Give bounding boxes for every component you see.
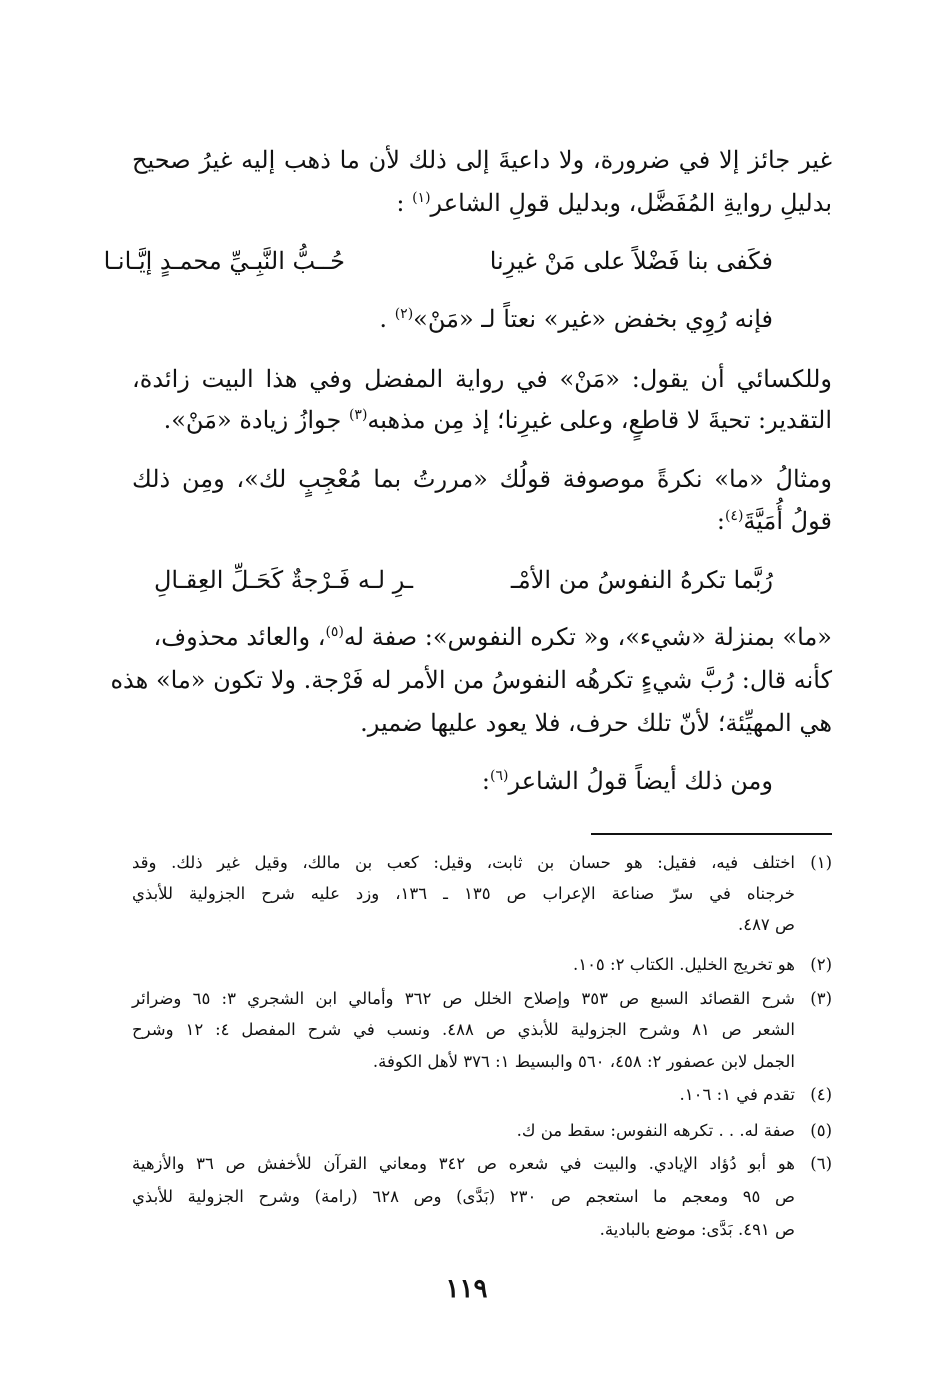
footnote-line: شرح القصائد السبع ص ٣٥٣ وإصلاح الخلل ص ٣٦٢ وأمالي ابن الشجري ٣: ٦٥ وضرائر [132, 989, 795, 1008]
footnote-ref: (٤) [724, 508, 744, 524]
footnote-ref: (٢) [394, 306, 414, 322]
verse-second-hemistich: ـرِ لـه فَـرْجةٌ كَحَـلِّ العِقـالِ [153, 566, 413, 594]
text-span: . [379, 305, 388, 333]
verse-first-hemistich: رُبَّما تكرهُ النفوسُ من الأمْـ [510, 566, 773, 594]
footnote-line: صفة له. . . تكرهه النفوس: سقط من ك. [516, 1121, 795, 1140]
footnote-line: ص ٩٥ ومعجم ما استعجم ص ٢٣٠ (بَدَّى) وص ٦٢٨ (رامة) وشرح الجزولية للأبذي [132, 1187, 795, 1206]
text-span: «ما» بمنزلة «شيء»، و« تكره النفوس»: صفة له [343, 623, 832, 651]
verse-first-hemistich: فكَفى بنا فَضْلاً على مَنْ غيرِنا [489, 247, 773, 275]
footnote-number: (٦) [810, 1154, 832, 1173]
footnote-line: هو أبو دُؤاد الإيادي. والبيت في شعره ص ٣٤٢ ومعاني القرآن للأخفش ص ٣٦ والأزهية [132, 1154, 796, 1173]
footnote-number: (٥) [810, 1121, 832, 1140]
paragraph-line [154, 620, 832, 654]
footnote-number: (٣) [810, 989, 832, 1008]
paragraph-line: هي المهيِّئة؛ لأنّ تلك حرف، فلا يعود عليها ضمير. [360, 709, 832, 737]
paragraph-line [482, 764, 773, 798]
text-span: التقدير: تحيةَ لا قاطعٍ، وعلى غيرِنا؛ إذ مِن مذهبه [367, 406, 832, 434]
footnote-line: هو تخريج الخليل. الكتاب ٢: ١٠٥. [572, 955, 795, 974]
footnote-line: خرجناه في سرّ صناعة الإعراب ص ١٣٥ ـ ١٣٦، وزد عليه شرح الجزولية للأبذي [132, 884, 796, 903]
text-span: ، والعائد محذوف، [153, 623, 326, 651]
footnote-number: (٢) [810, 955, 832, 974]
text-span: جوازُ زيادة «مَنْ». [163, 406, 342, 434]
footnote-separator [591, 833, 832, 835]
text-span: : [716, 507, 725, 535]
footnote-line: ص ٤٨٧. [737, 915, 795, 934]
text-span: : [396, 189, 405, 217]
paragraph-line: كأنه قال: رُبَّ شيءٍ تكرهُه النفوسُ من الأمر له فَرْجة. ولا تكون «ما» هذه [110, 666, 832, 694]
verse-second-hemistich: حُــبُّ النَّبِـيِّ محمـدٍ إيَّـانـا [103, 247, 345, 275]
footnote-ref: (١) [412, 190, 431, 206]
footnote-ref: (٥) [325, 624, 344, 640]
paragraph-line [379, 302, 773, 336]
page-number: ١١٩ [445, 1274, 488, 1304]
paragraph-line [164, 403, 832, 437]
text-span: : [481, 767, 491, 795]
footnote-ref: (٦) [490, 768, 509, 784]
text-span: فإنه رُوِي بخفض «غير» نعتاً لـ «مَنْ» [413, 305, 773, 333]
paragraph-line: ومثالُ «ما» نكرةً موصوفة قولُك «مررتُ بما مُعْجِبٍ لك»، ومِن ذلك [132, 465, 832, 493]
paragraph-line [396, 186, 832, 220]
footnote-number: (١) [810, 853, 832, 872]
paragraph-line: غير جائز إلا في ضرورة، ولا داعيةَ إلى ذلك لأن ما ذهب إليه غيرُ صحيح [132, 146, 832, 174]
footnote-line: اختلف فيه، فقيل: هو حسان بن ثابت، وقيل: كعب بن مالك، وقيل غير ذلك. وقد [132, 853, 795, 872]
footnote-number: (٤) [810, 1085, 832, 1104]
text-span: قولُ أُمَيَّةَ [743, 507, 832, 535]
paragraph-line [717, 504, 832, 538]
footnote-line: الشعر ص ٨١ وشرح الجزولية للأبذي ص ٤٨٨. ونسب في شرح المفصل ٤: ١٢ وشرح [132, 1020, 795, 1039]
text-span: بدليلِ روايةِ المُفَضَّل، وبدليل قولِ الشاعر [430, 189, 832, 217]
footnote-line: تقدم في ١: ١٠٦. [679, 1085, 795, 1104]
text-span: ومن ذلك أيضاً قولُ الشاعر [508, 767, 773, 795]
footnote-line: ص ٤٩١. بَدَّى: موضع بالبادية. [599, 1220, 795, 1239]
footnote-ref: (٣) [348, 407, 368, 423]
footnote-line: الجمل لابن عصفور ٢: ٤٥٨، ٥٦٠ والبسيط ١: ٣٧٦ لأهل الكوفة. [372, 1052, 795, 1071]
paragraph-line: وللكسائي أن يقول: «مَنْ» في رواية المفضل وفي هذا البيت زائدة، [132, 365, 832, 393]
